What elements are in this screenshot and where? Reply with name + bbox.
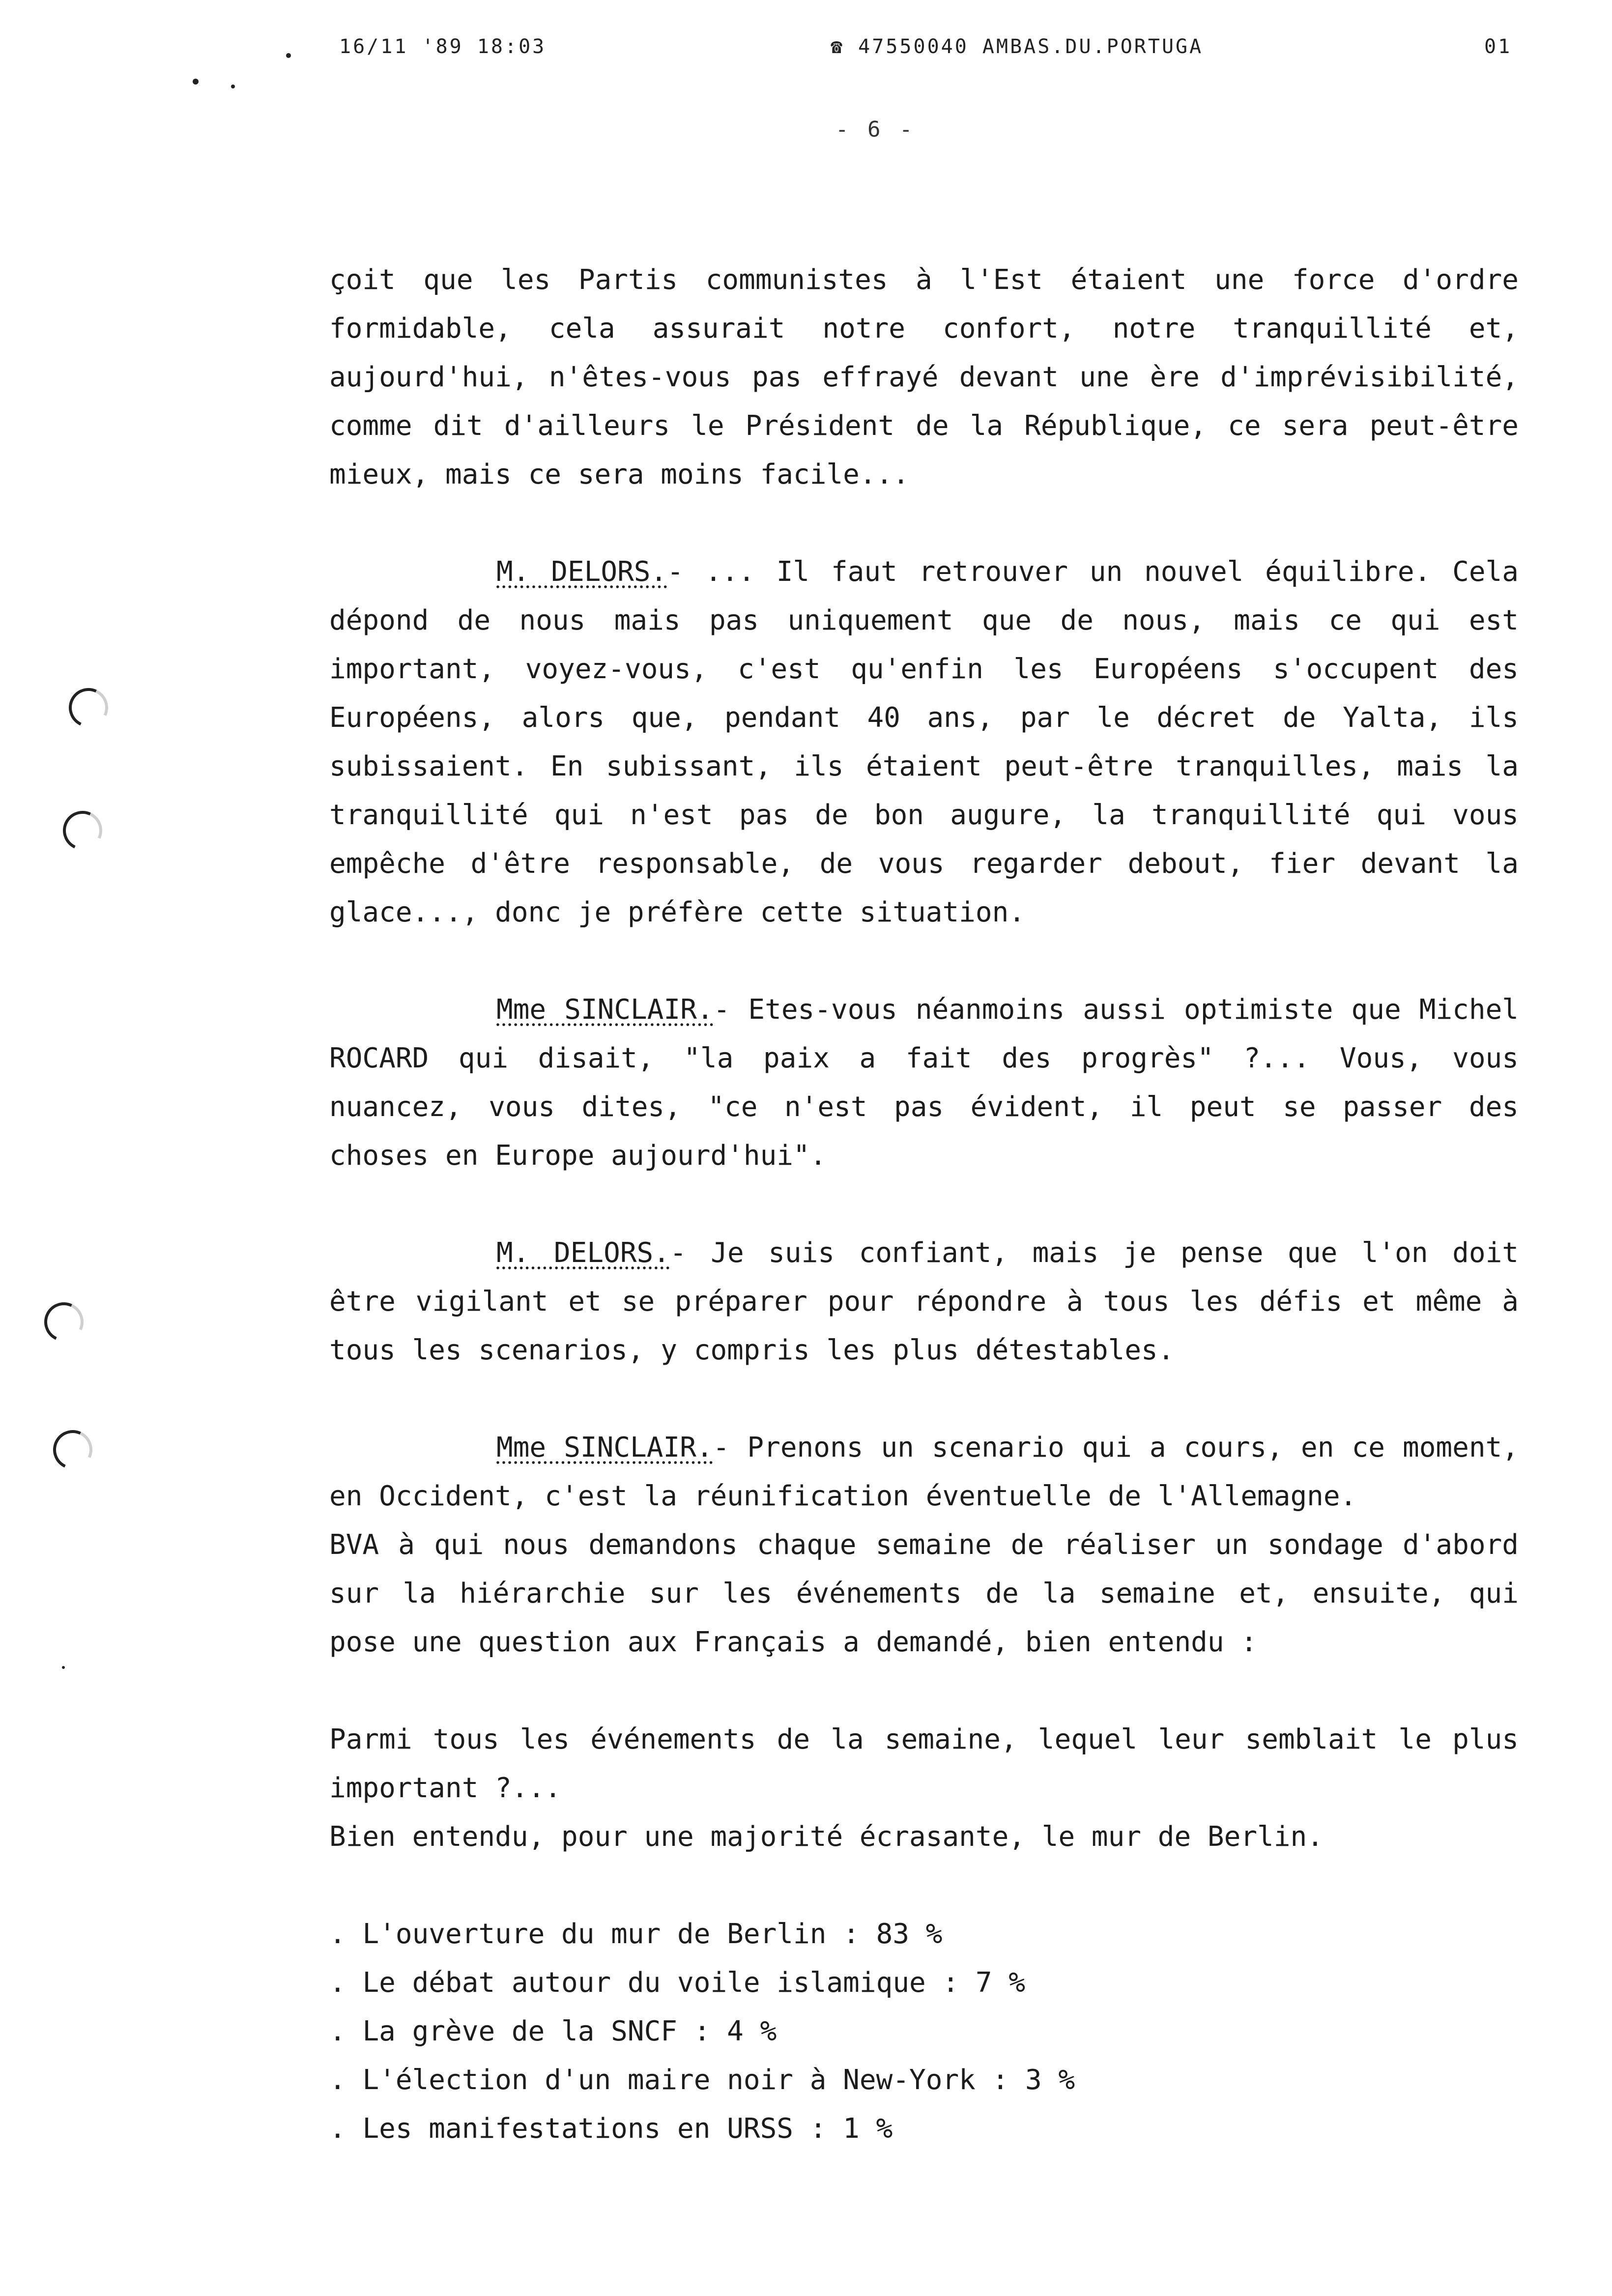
speech-text: - ... Il faut retrouver un nouvel équilibre. Cela dépond de nous mais pas uniquement que de nous, mais ce qui est important, voyez-vous, c'est qu'enfin les Européens s'occupent des Européens, alors que, pendant 40 ans, par le décret de Yalta, ils subissaient. En subissant, ils étaient peut-être tranquilles, mais la tranquillité qui n'est pas de bon augure, la tranquillité qui vous empêche d'être responsable, de vous regarder debout, fier devant la glace..., donc je préfère cette situation. xyxy=(329,556,1519,928)
fax-page-count: 01 xyxy=(1484,35,1512,58)
paragraph-poll-question: Parmi tous les événements de la semaine, lequel leur semblait le plus important ?... xyxy=(329,1723,1519,1804)
poll-result-item: . La grève de la SNCF : 4 % xyxy=(329,2007,1519,2056)
punch-hole-mark xyxy=(39,1297,89,1348)
poll-result-item: . Les manifestations en URSS : 1 % xyxy=(329,2104,1519,2153)
paragraph-delors-2 xyxy=(329,1229,1519,1375)
poll-result-item: . L'élection d'un maire noir à New-York : 3 % xyxy=(329,2056,1519,2104)
paragraph-sinclair-1 xyxy=(329,985,1519,1180)
fax-datetime: 16/11 '89 18:03 xyxy=(339,35,547,58)
punch-hole-mark xyxy=(63,683,114,733)
paragraph-poll-answer: Bien entendu, pour une majorité écrasante, le mur de Berlin. xyxy=(329,1821,1324,1853)
speaker-name: Mme SINCLAIR. xyxy=(496,994,714,1026)
fax-header xyxy=(0,35,1612,65)
punch-hole-mark xyxy=(48,1425,98,1475)
speech-text: - Etes-vous néanmoins aussi optimiste que Michel ROCARD qui disait, "la paix a fait des progrès" ?... Vous, vous nuancez, vous dites, "ce n'est pas évident, il peut se passer des choses en Europe aujourd'hui". xyxy=(329,994,1519,1172)
fax-sender-line: ☎ 47550040 AMBAS.DU.PORTUGA xyxy=(831,35,1204,58)
scan-speck xyxy=(286,53,291,58)
scan-speck xyxy=(193,79,199,85)
speaker-name: M. DELORS. xyxy=(496,556,667,588)
transcript-body xyxy=(329,256,1519,2153)
poll-result-item: . Le débat autour du voile islamique : 7 % xyxy=(329,1958,1519,2007)
speaker-name: Mme SINCLAIR. xyxy=(496,1432,713,1464)
paragraph-delors-1 xyxy=(329,547,1519,937)
speech-text: - Je suis confiant, mais je pense que l'on doit être vigilant et se préparer pour répondre à tous les défis et même à tous les scenarios, y compris les plus détestables. xyxy=(329,1237,1519,1366)
paragraph-sinclair-2 xyxy=(329,1423,1519,1521)
punch-hole-mark xyxy=(58,805,108,856)
speaker-name: M. DELORS. xyxy=(496,1237,670,1269)
scan-speck xyxy=(231,85,235,88)
poll-results-list xyxy=(329,1910,1519,2153)
paragraph-question-continued: çoit que les Partis communistes à l'Est étaient une force d'ordre formidable, cela assurait notre confort, notre tranquillité et, aujourd'hui, n'êtes-vous pas effrayé devant une ère d'imprévisibilité, comme dit d'ailleurs le Président de la République, ce sera peut-être mieux, mais ce sera moins facile... xyxy=(329,264,1519,490)
speech-text: - Prenons un scenario qui a cours, en ce moment, en Occident, c'est la réunification éventuelle de l'Allemagne. xyxy=(329,1432,1519,1512)
scan-speck xyxy=(62,1666,65,1669)
page-number: - 6 - xyxy=(835,117,916,142)
poll-result-item: . L'ouverture du mur de Berlin : 83 % xyxy=(329,1910,1519,1958)
paragraph-bva-poll-intro: BVA à qui nous demandons chaque semaine de réaliser un sondage d'abord sur la hiérarchie sur les événements de la semaine et, ensuite, qui pose une question aux Français a demandé, bien entendu : xyxy=(329,1529,1519,1658)
